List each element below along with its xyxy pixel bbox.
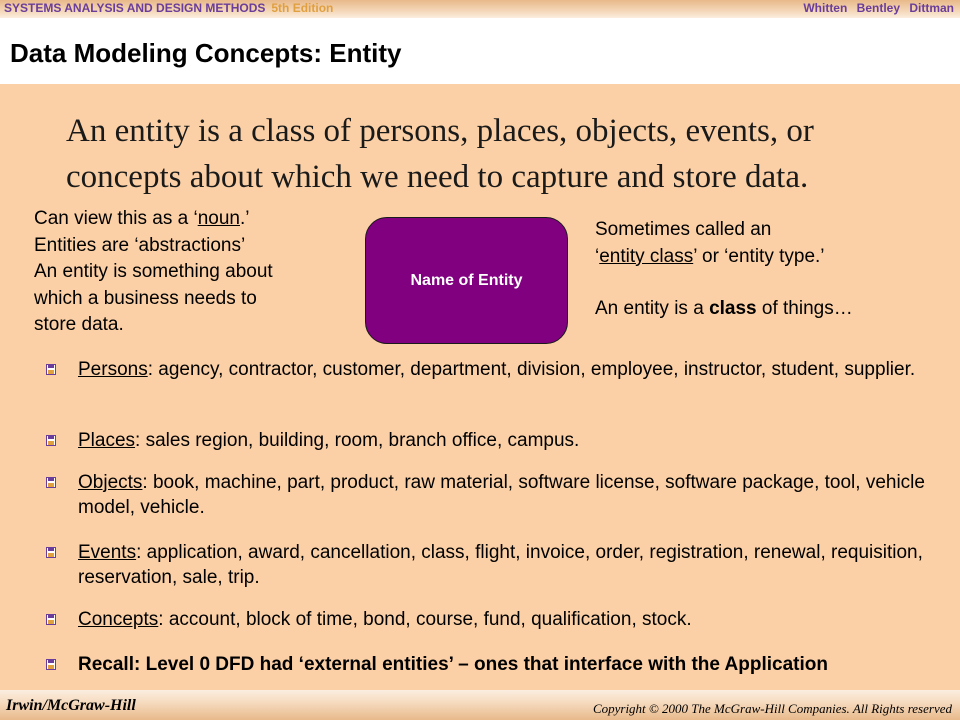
publisher: Irwin/McGraw-Hill bbox=[6, 697, 136, 714]
floppy-disk-icon bbox=[46, 547, 56, 558]
bullet-text: : sales region, building, room, branch office, campus. bbox=[135, 430, 580, 451]
bullet-text: : application, award, cancellation, class, flight, invoice, order, registration, renewal, requisition, reservation, sale, trip. bbox=[78, 542, 923, 588]
authors: Whitten Bentley Dittman bbox=[803, 1, 954, 15]
entity-symbol-label: Name of Entity bbox=[410, 271, 523, 289]
floppy-disk-icon bbox=[46, 364, 56, 375]
class-term: class bbox=[709, 298, 757, 319]
copyright: Copyright © 2000 The McGraw-Hill Companies. All Rights reserved bbox=[592, 701, 952, 716]
list-item bbox=[78, 540, 938, 590]
bullet-term: Persons bbox=[78, 359, 148, 380]
bullet-term: Places bbox=[78, 430, 136, 451]
entity-definition: An entity is a class of persons, places, objects, events, or concepts about which we need to capture and store data. bbox=[66, 113, 814, 195]
left-note bbox=[34, 206, 354, 339]
bullet-term: Objects bbox=[78, 472, 143, 493]
bullet-term: Events bbox=[78, 542, 137, 563]
title-area bbox=[0, 18, 960, 84]
right-note-line: ‘entity class’ or ‘entity type.’ bbox=[595, 245, 825, 267]
header-bar bbox=[0, 0, 960, 18]
edition-label: 5th Edition bbox=[271, 1, 334, 15]
footer-bar bbox=[0, 690, 960, 720]
bullet-text: : book, machine, part, product, raw material, software license, software package, tool, vehicle model, vehicle. bbox=[78, 472, 925, 518]
floppy-disk-icon bbox=[46, 435, 56, 446]
floppy-disk-icon bbox=[46, 477, 56, 488]
list-item bbox=[78, 470, 938, 520]
left-note-line: Can view this as a ‘noun.’ bbox=[34, 208, 250, 229]
floppy-disk-icon bbox=[46, 659, 56, 670]
left-note-line: store data. bbox=[34, 314, 124, 335]
list-item bbox=[78, 428, 938, 453]
list-item bbox=[78, 357, 938, 382]
right-note bbox=[595, 217, 955, 323]
list-item bbox=[78, 607, 938, 632]
entity-symbol bbox=[365, 217, 568, 344]
bullet-text: Recall: Level 0 DFD had ‘external entities’ – ones that interface with the Application bbox=[78, 654, 828, 675]
entity-class-term: entity class bbox=[599, 245, 694, 267]
right-note-line: Sometimes called an bbox=[595, 219, 772, 240]
floppy-disk-icon bbox=[46, 614, 56, 625]
right-note-line: An entity is a class of things… bbox=[595, 298, 853, 319]
left-note-line: Entities are ‘abstractions’ bbox=[34, 234, 246, 256]
bullet-term: Concepts bbox=[78, 609, 159, 630]
left-note-line: which a business needs to bbox=[34, 287, 257, 309]
slide-title: Data Modeling Concepts: Entity bbox=[10, 38, 402, 68]
list-item bbox=[78, 652, 938, 677]
noun-term: noun bbox=[197, 208, 240, 229]
bullet-text: : agency, contractor, customer, department, division, employee, instructor, student, supplier. bbox=[147, 359, 916, 380]
bullet-text: : account, block of time, bond, course, fund, qualification, stock. bbox=[158, 609, 692, 630]
left-note-line: An entity is something about bbox=[34, 261, 273, 282]
book-title: SYSTEMS ANALYSIS AND DESIGN METHODS 5th Edition bbox=[4, 1, 334, 15]
